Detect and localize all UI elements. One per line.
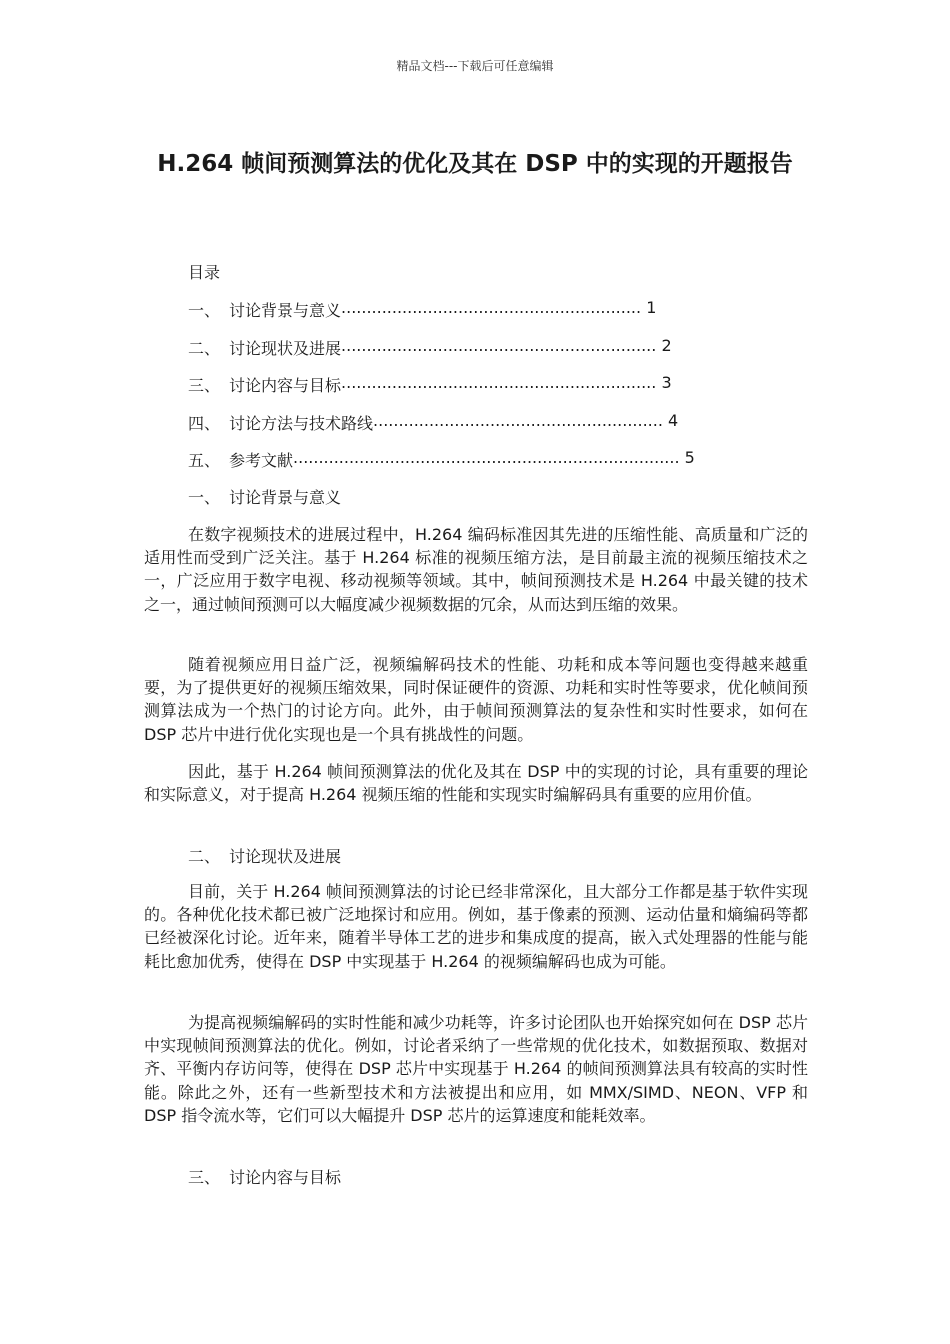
- toc-leader-dots: ...........................................................: [341, 298, 642, 317]
- section-heading: [188, 844, 341, 867]
- toc-leader-dots: ............................................................................: [293, 448, 680, 467]
- toc-item-label: 参考文献: [229, 451, 294, 470]
- section-title: 讨论现状及进展: [229, 847, 342, 866]
- section-heading: [188, 1165, 341, 1188]
- toc-item-number: 五、: [188, 451, 221, 470]
- toc-item[interactable]: [188, 336, 708, 374]
- toc-item-number: 二、: [188, 338, 221, 358]
- toc-item-page: 3: [661, 373, 672, 392]
- toc-item-label: 讨论背景与意义: [229, 301, 342, 320]
- section-title: 讨论背景与意义: [229, 488, 342, 507]
- toc-item-label: 讨论方法与技术路线: [229, 413, 374, 433]
- section-number: 一、: [188, 488, 221, 507]
- table-of-contents: [188, 298, 708, 486]
- paragraph: 因此，基于 H.264 帧间预测算法的优化及其在 DSP 中的实现的讨论，具有重要的理论和实际意义，对于提高 H.264 视频压缩的性能和实现实时编解码具有重要的应用价值。: [144, 762, 808, 805]
- paragraph: 在数字视频技术的进展过程中，H.264 编码标准因其先进的压缩性能、高质量和广泛的适用性而受到广泛关注。基于 H.264 标准的视频压缩方法，是目前最主流的视频压缩技术之一，广泛应用于数字电视、移动视频等领域。其中，帧间预测技术是 H.264 中最关键的技术之一，通过帧间预测可以大幅度减少视频数据的冗余，从而达到压缩的效果。: [144, 525, 808, 614]
- page-header: 精品文档---下载后可任意编辑: [396, 59, 554, 73]
- toc-item-number: 四、: [188, 413, 221, 433]
- toc-item-label: 讨论现状及进展: [229, 338, 342, 358]
- toc-item[interactable]: [188, 448, 708, 486]
- toc-item-page: 2: [661, 335, 672, 355]
- toc-leader-dots: ..............................................................: [341, 335, 657, 355]
- toc-item-page: 4: [668, 410, 679, 430]
- toc-leader-dots: ..............................................................: [341, 373, 657, 392]
- toc-item-page: 5: [684, 448, 695, 467]
- toc-item-number: 三、: [188, 376, 221, 395]
- section-heading: [188, 485, 341, 508]
- toc-item[interactable]: [188, 298, 708, 336]
- toc-item[interactable]: [188, 373, 708, 411]
- paragraph: 目前，关于 H.264 帧间预测算法的讨论已经非常深化，且大部分工作都是基于软件实现的。各种优化技术都已被广泛地探讨和应用。例如，基于像素的预测、运动估量和熵编码等都已经被深化讨论。近年来，随着半导体工艺的进步和集成度的提高，嵌入式处理器的性能与能耗比愈加优秀，使得在 DSP 中实现基于 H.264 的视频编解码也成为可能。: [144, 882, 808, 971]
- section-number: 二、: [188, 847, 221, 866]
- document-title: H.264 帧间预测算法的优化及其在 DSP 中的实现的开题报告: [157, 151, 793, 177]
- section-number: 三、: [188, 1168, 221, 1187]
- paragraph: 随着视频应用日益广泛，视频编解码技术的性能、功耗和成本等问题也变得越来越重要，为了提供更好的视频压缩效果，同时保证硬件的资源、功耗和实时性等要求，优化帧间预测算法成为一个热门的讨论方向。此外，由于帧间预测算法的复杂性和实时性要求，如何在 DSP 芯片中进行优化实现也是一个具有挑战性的问题。: [144, 655, 808, 744]
- toc-item-page: 1: [646, 298, 657, 317]
- toc-item-label: 讨论内容与目标: [229, 376, 342, 395]
- toc-leader-dots: .........................................................: [373, 410, 663, 430]
- toc-item[interactable]: [188, 411, 708, 449]
- section-title: 讨论内容与目标: [229, 1168, 342, 1187]
- toc-item-number: 一、: [188, 301, 221, 320]
- paragraph: 为提高视频编解码的实时性能和减少功耗等，许多讨论团队也开始探究如何在 DSP 芯片中实现帧间预测算法的优化。例如，讨论者采纳了一些常规的优化技术，如数据预取、数据对齐、平衡内存访问等，使得在 DSP 芯片中实现基于 H.264 的帧间预测算法具有较高的实时性能。除此之外，还有一些新型技术和方法被提出和应用，如 MMX/SIMD、NEON、VFP 和 DSP 指令流水等，它们可以大幅提升 DSP 芯片的运算速度和能耗效率。: [144, 1013, 808, 1125]
- toc-heading: 目录: [188, 263, 221, 282]
